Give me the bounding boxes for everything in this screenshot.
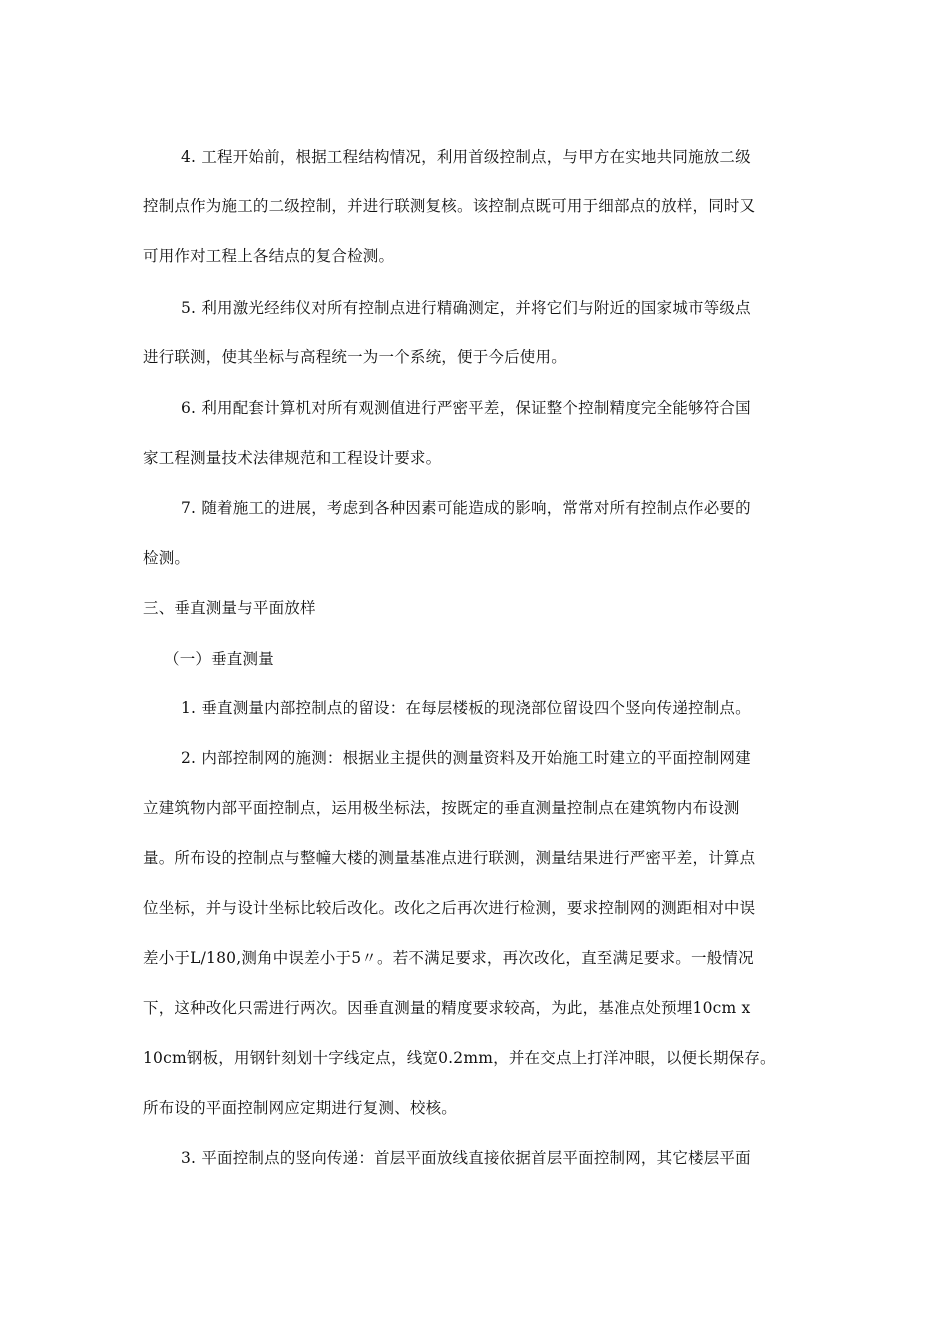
subsection-heading: （一）垂直测量 [164,650,274,668]
item-2-line-3: 量。所布设的控制点与整幢大楼的测量基准点进行联测，测量结果进行严密平差，计算点 [143,849,756,867]
item-2-line-6: 下，这种改化只需进行两次。因垂直测量的精度要求较高，为此，基准点处预埋10cm x [143,999,751,1017]
item-2-line-7: 10cm钢板，用钢针刻划十字线定点，线宽0.2mm，并在交点上打洋冲眼，以便长期保存。 [143,1049,776,1067]
paragraph-6-line-1: 6. 利用配套计算机对所有观测值进行严密平差，保证整个控制精度完全能够符合国 [181,399,751,417]
item-2-line-1: 2. 内部控制网的施测：根据业主提供的测量资料及开始施工时建立的平面控制网建 [181,749,751,767]
item-3-line-1: 3. 平面控制点的竖向传递：首层平面放线直接依据首层平面控制网，其它楼层平面 [181,1149,751,1167]
item-2-line-4: 位坐标，并与设计坐标比较后改化。改化之后再次进行检测，要求控制网的测距相对中误 [143,899,756,917]
paragraph-4-line-2: 控制点作为施工的二级控制，并进行联测复核。该控制点既可用于细部点的放样，同时又 [143,197,756,215]
paragraph-6-line-2: 家工程测量技术法律规范和工程设计要求。 [143,449,442,467]
item-2-line-8: 所布设的平面控制网应定期进行复测、校核。 [143,1099,458,1117]
item-2-line-5: 差小于L/180,测角中误差小于5〃。若不满足要求，再次改化，直至满足要求。一般情况 [143,949,754,967]
item-1-line-1: 1. 垂直测量内部控制点的留设：在每层楼板的现浇部位留设四个竖向传递控制点。 [181,699,751,717]
paragraph-5-line-2: 进行联测，使其坐标与高程统一为一个系统，便于今后使用。 [143,348,567,366]
item-2-line-2: 立建筑物内部平面控制点，运用极坐标法，按既定的垂直测量控制点在建筑物内布设测 [143,799,740,817]
section-heading: 三、垂直测量与平面放样 [143,599,316,617]
paragraph-4-line-1: 4. 工程开始前，根据工程结构情况，利用首级控制点，与甲方在实地共同施放二级 [181,148,751,166]
paragraph-7-line-1: 7. 随着施工的进展，考虑到各种因素可能造成的影响，常常对所有控制点作必要的 [181,499,751,517]
paragraph-4-line-3: 可用作对工程上各结点的复合检测。 [143,247,395,265]
paragraph-7-line-2: 检测。 [143,549,191,567]
paragraph-5-line-1: 5. 利用激光经纬仪对所有控制点进行精确测定，并将它们与附近的国家城市等级点 [181,299,751,317]
